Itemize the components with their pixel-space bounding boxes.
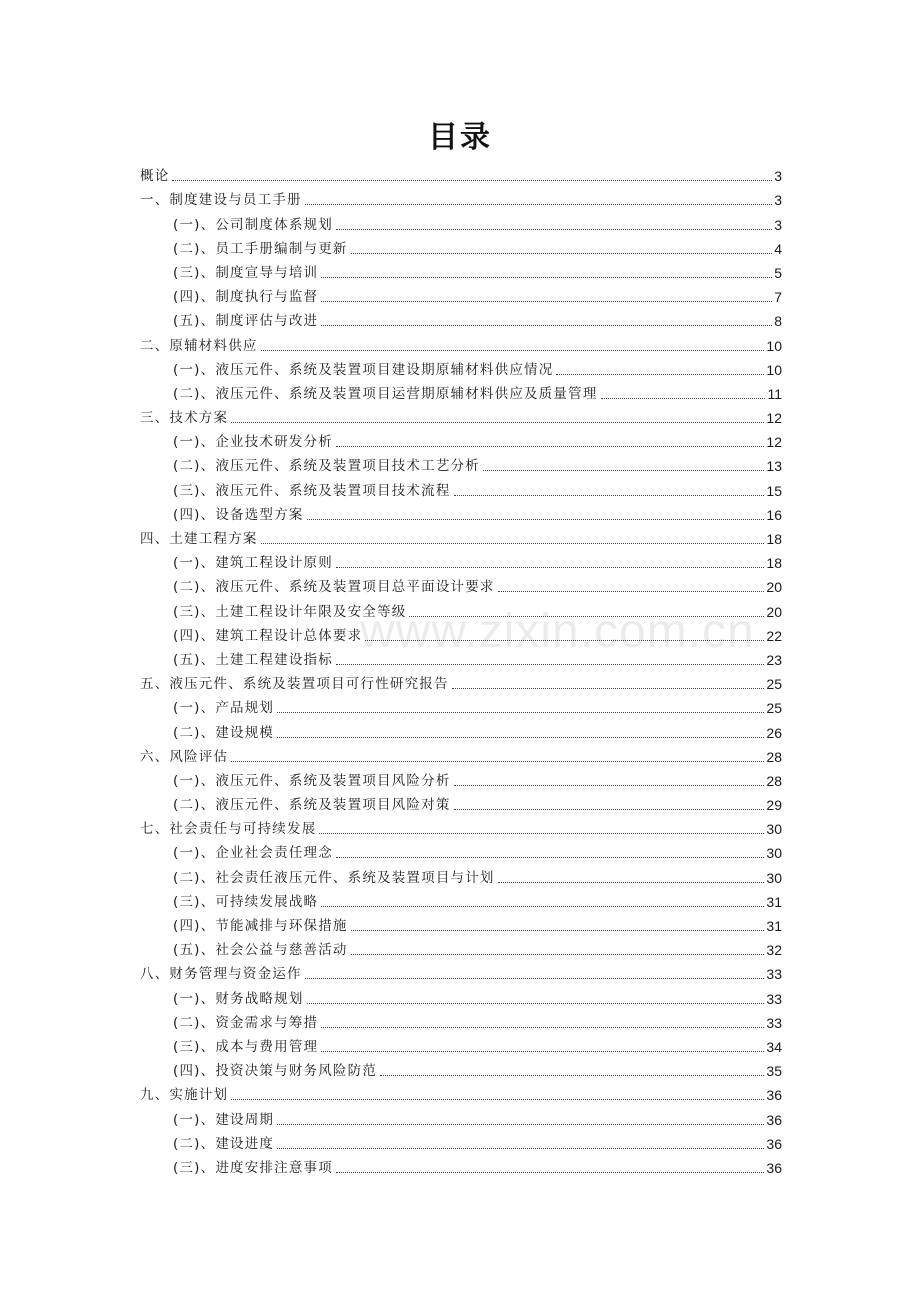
- toc-page-number: 12: [766, 434, 782, 451]
- toc-page-number: 3: [774, 216, 782, 233]
- toc-dot-leader: [365, 640, 764, 641]
- toc-dot-leader: [277, 737, 764, 738]
- toc-subsection-entry[interactable]: [140, 1032, 782, 1056]
- toc-section-entry[interactable]: [140, 524, 782, 548]
- toc-entry-label: 五、液压元件、系统及装置项目可行性研究报告: [140, 676, 449, 693]
- toc-page-number: 29: [766, 797, 782, 814]
- toc-entry-label: (三)、进度安排注意事项: [173, 1159, 333, 1176]
- toc-dot-leader: [336, 1172, 764, 1173]
- toc-page-number: 7: [774, 289, 782, 306]
- toc-dot-leader: [172, 180, 772, 181]
- toc-entry-label: (五)、社会公益与慈善活动: [173, 942, 348, 959]
- toc-page-number: 22: [766, 627, 782, 644]
- toc-section-entry[interactable]: [140, 669, 782, 693]
- toc-subsection-entry[interactable]: [140, 427, 782, 451]
- toc-entry-label: 七、社会责任与可持续发展: [140, 821, 317, 838]
- toc-page-number: 33: [766, 990, 782, 1007]
- toc-dot-leader: [321, 325, 772, 326]
- toc-dot-leader: [261, 543, 765, 544]
- toc-entry-label: (四)、节能减排与环保措施: [173, 918, 348, 934]
- toc-subsection-entry[interactable]: [140, 282, 782, 306]
- toc-dot-leader: [483, 470, 764, 471]
- toc-page-number: 33: [766, 1014, 782, 1031]
- toc-dot-leader: [319, 833, 764, 834]
- toc-entry-label: 三、技术方案: [140, 410, 229, 427]
- toc-dot-leader: [601, 398, 766, 399]
- toc-subsection-entry[interactable]: [140, 766, 782, 790]
- toc-page-number: 30: [766, 845, 782, 862]
- toc-page-number: 5: [774, 264, 782, 281]
- toc-dot-leader: [321, 906, 764, 907]
- toc-dot-leader: [321, 277, 772, 278]
- toc-dot-leader: [307, 1003, 765, 1004]
- watermark: www.zixin.com.cn: [360, 605, 755, 658]
- toc-subsection-entry[interactable]: [140, 645, 782, 669]
- toc-entry-label: (三)、成本与费用管理: [173, 1038, 319, 1055]
- toc-entry-label: (一)、液压元件、系统及装置项目建设期原辅材料供应情况: [173, 361, 554, 378]
- toc-page-number: 30: [766, 869, 782, 886]
- toc-dot-leader: [321, 1051, 764, 1052]
- toc-page-number: 36: [766, 1111, 782, 1128]
- toc-subsection-entry[interactable]: [140, 548, 782, 572]
- toc-dot-leader: [321, 301, 772, 302]
- toc-entry-label: (三)、土建工程设计年限及安全等级: [173, 603, 407, 620]
- toc-subsection-entry[interactable]: [140, 693, 782, 717]
- toc-dot-leader: [336, 229, 772, 230]
- toc-subsection-entry[interactable]: [140, 355, 782, 379]
- toc-page-number: 30: [766, 821, 782, 838]
- toc-entry-label: (一)、建筑工程设计原则: [173, 555, 333, 572]
- toc-dot-leader: [336, 567, 764, 568]
- toc-page-number: 23: [766, 651, 782, 668]
- toc-page-number: 31: [766, 893, 782, 910]
- toc-subsection-entry[interactable]: [140, 862, 782, 886]
- toc-section-entry[interactable]: [140, 1080, 782, 1104]
- toc-dot-leader: [454, 785, 765, 786]
- toc-entry-label: (二)、资金需求与筹措: [173, 1014, 319, 1031]
- toc-subsection-entry[interactable]: [140, 911, 782, 935]
- page-title: 目录: [428, 120, 492, 155]
- toc-dot-leader: [351, 930, 765, 931]
- toc-page-number: 18: [766, 531, 782, 547]
- toc-entry-label: (四)、建筑工程设计总体要求: [173, 627, 363, 644]
- toc-subsection-entry[interactable]: [140, 1153, 782, 1177]
- toc-entry-label: (三)、液压元件、系统及装置项目技术流程: [173, 482, 451, 499]
- toc-entry-label: (二)、液压元件、系统及装置项目运营期原辅材料供应及质量管理: [173, 385, 598, 402]
- toc-dot-leader: [231, 761, 764, 762]
- toc-page-number: 3: [774, 192, 782, 209]
- toc-entry-label: (一)、企业社会责任理念: [173, 845, 333, 862]
- toc-page-number: 25: [766, 700, 782, 717]
- toc-subsection-entry[interactable]: [140, 621, 782, 645]
- toc-subsection-entry[interactable]: [140, 1056, 782, 1080]
- toc-dot-leader: [305, 204, 773, 205]
- toc-page-number: 34: [766, 1038, 782, 1055]
- toc-page-number: 18: [766, 555, 782, 572]
- toc-dot-leader: [336, 664, 764, 665]
- toc-section-entry[interactable]: [140, 185, 782, 209]
- toc-entry-label: 概论: [140, 168, 170, 185]
- toc-entry-label: (二)、建设规模: [173, 724, 275, 741]
- toc-page-number: 33: [766, 966, 782, 983]
- toc-page-number: 35: [766, 1063, 782, 1080]
- toc-entry-label: 四、土建工程方案: [140, 531, 258, 547]
- toc-page-number: 31: [766, 918, 782, 934]
- table-of-contents: [140, 161, 782, 1177]
- toc-subsection-entry[interactable]: [140, 451, 782, 475]
- toc-page-number: 26: [766, 724, 782, 741]
- toc-subsection-entry[interactable]: [140, 887, 782, 911]
- toc-dot-leader: [380, 1075, 764, 1076]
- toc-subsection-entry[interactable]: [140, 790, 782, 814]
- toc-page-number: 36: [766, 1159, 782, 1176]
- toc-subsection-entry[interactable]: [140, 379, 782, 403]
- toc-subsection-entry[interactable]: [140, 1008, 782, 1032]
- toc-page-number: 10: [766, 337, 782, 354]
- toc-page-number: 36: [766, 1135, 782, 1152]
- toc-dot-leader: [351, 253, 773, 254]
- toc-page-number: 25: [766, 676, 782, 693]
- toc-page-number: 10: [766, 361, 782, 378]
- toc-dot-leader: [498, 882, 765, 883]
- toc-subsection-entry[interactable]: [140, 1104, 782, 1128]
- toc-page-number: 13: [766, 458, 782, 475]
- toc-subsection-entry[interactable]: [140, 983, 782, 1007]
- toc-dot-leader: [336, 857, 764, 858]
- toc-dot-leader: [452, 688, 765, 689]
- toc-section-entry[interactable]: [140, 742, 782, 766]
- toc-subsection-entry[interactable]: [140, 475, 782, 499]
- toc-subsection-entry[interactable]: [140, 306, 782, 330]
- toc-page-number: 20: [766, 579, 782, 596]
- toc-page-number: 20: [766, 603, 782, 620]
- toc-entry-label: 八、财务管理与资金运作: [140, 966, 302, 983]
- toc-entry-label: (五)、制度评估与改进: [173, 313, 319, 330]
- toc-entry-label: (一)、液压元件、系统及装置项目风险分析: [173, 772, 451, 789]
- toc-entry-label: (一)、建设周期: [173, 1111, 275, 1128]
- toc-dot-leader: [321, 1027, 764, 1028]
- toc-entry-label: (四)、设备选型方案: [173, 506, 304, 523]
- toc-section-entry[interactable]: [140, 959, 782, 983]
- toc-entry-label: (二)、建设进度: [173, 1135, 275, 1152]
- toc-entry-label: (四)、制度执行与监督: [173, 289, 319, 306]
- toc-subsection-entry[interactable]: [140, 935, 782, 959]
- toc-page-number: 16: [766, 506, 782, 523]
- toc-page-number: 36: [766, 1087, 782, 1104]
- toc-page-number: 15: [766, 482, 782, 499]
- toc-subsection-entry[interactable]: [140, 500, 782, 524]
- toc-entry-label: (二)、液压元件、系统及装置项目风险对策: [173, 797, 451, 814]
- toc-dot-leader: [277, 1148, 764, 1149]
- toc-entry-label: (四)、投资决策与财务风险防范: [173, 1063, 378, 1080]
- toc-section-entry[interactable]: [140, 814, 782, 838]
- toc-page-number: 11: [767, 385, 782, 402]
- toc-entry-label: (一)、产品规划: [173, 700, 275, 717]
- toc-dot-leader: [498, 591, 765, 592]
- toc-page-number: 28: [766, 772, 782, 789]
- toc-section-entry[interactable]: [140, 161, 782, 185]
- toc-entry-label: (一)、财务战略规划: [173, 990, 304, 1007]
- toc-entry-label: (三)、可持续发展战略: [173, 893, 319, 910]
- toc-entry-label: 二、原辅材料供应: [140, 337, 258, 354]
- toc-dot-leader: [231, 422, 764, 423]
- toc-entry-label: (三)、制度宣导与培训: [173, 264, 319, 281]
- toc-entry-label: (一)、公司制度体系规划: [173, 216, 333, 233]
- toc-dot-leader: [351, 954, 765, 955]
- toc-section-entry[interactable]: [140, 403, 782, 427]
- toc-dot-leader: [261, 350, 765, 351]
- toc-entry-label: 一、制度建设与员工手册: [140, 192, 302, 209]
- toc-entry-label: (二)、液压元件、系统及装置项目技术工艺分析: [173, 458, 480, 475]
- toc-page-number: 3: [774, 168, 782, 185]
- toc-dot-leader: [231, 1099, 764, 1100]
- toc-subsection-entry[interactable]: [140, 838, 782, 862]
- toc-entry-label: (一)、企业技术研发分析: [173, 434, 333, 451]
- toc-dot-leader: [277, 1124, 764, 1125]
- toc-page-number: 8: [774, 313, 782, 330]
- toc-entry-label: (二)、员工手册编制与更新: [173, 240, 348, 257]
- toc-subsection-entry[interactable]: [140, 1129, 782, 1153]
- toc-entry-label: (五)、土建工程建设指标: [173, 651, 333, 668]
- toc-subsection-entry[interactable]: [140, 596, 782, 620]
- toc-page-number: 32: [766, 942, 782, 959]
- toc-dot-leader: [336, 446, 764, 447]
- toc-subsection-entry[interactable]: [140, 209, 782, 233]
- toc-entry-label: (二)、社会责任液压元件、系统及装置项目与计划: [173, 869, 495, 886]
- toc-dot-leader: [409, 616, 764, 617]
- toc-dot-leader: [307, 519, 765, 520]
- toc-page-number: 12: [766, 410, 782, 427]
- toc-entry-label: 六、风险评估: [140, 748, 229, 765]
- toc-entry-label: 九、实施计划: [140, 1087, 229, 1104]
- toc-dot-leader: [305, 978, 765, 979]
- toc-entry-label: (二)、液压元件、系统及装置项目总平面设计要求: [173, 579, 495, 596]
- toc-page-number: 28: [766, 748, 782, 765]
- toc-dot-leader: [454, 495, 765, 496]
- toc-dot-leader: [277, 712, 764, 713]
- toc-dot-leader: [454, 809, 765, 810]
- toc-subsection-entry[interactable]: [140, 234, 782, 258]
- toc-page-number: 4: [774, 240, 782, 257]
- toc-subsection-entry[interactable]: [140, 258, 782, 282]
- toc-section-entry[interactable]: [140, 330, 782, 354]
- toc-subsection-entry[interactable]: [140, 572, 782, 596]
- toc-dot-leader: [556, 374, 764, 375]
- toc-subsection-entry[interactable]: [140, 717, 782, 741]
